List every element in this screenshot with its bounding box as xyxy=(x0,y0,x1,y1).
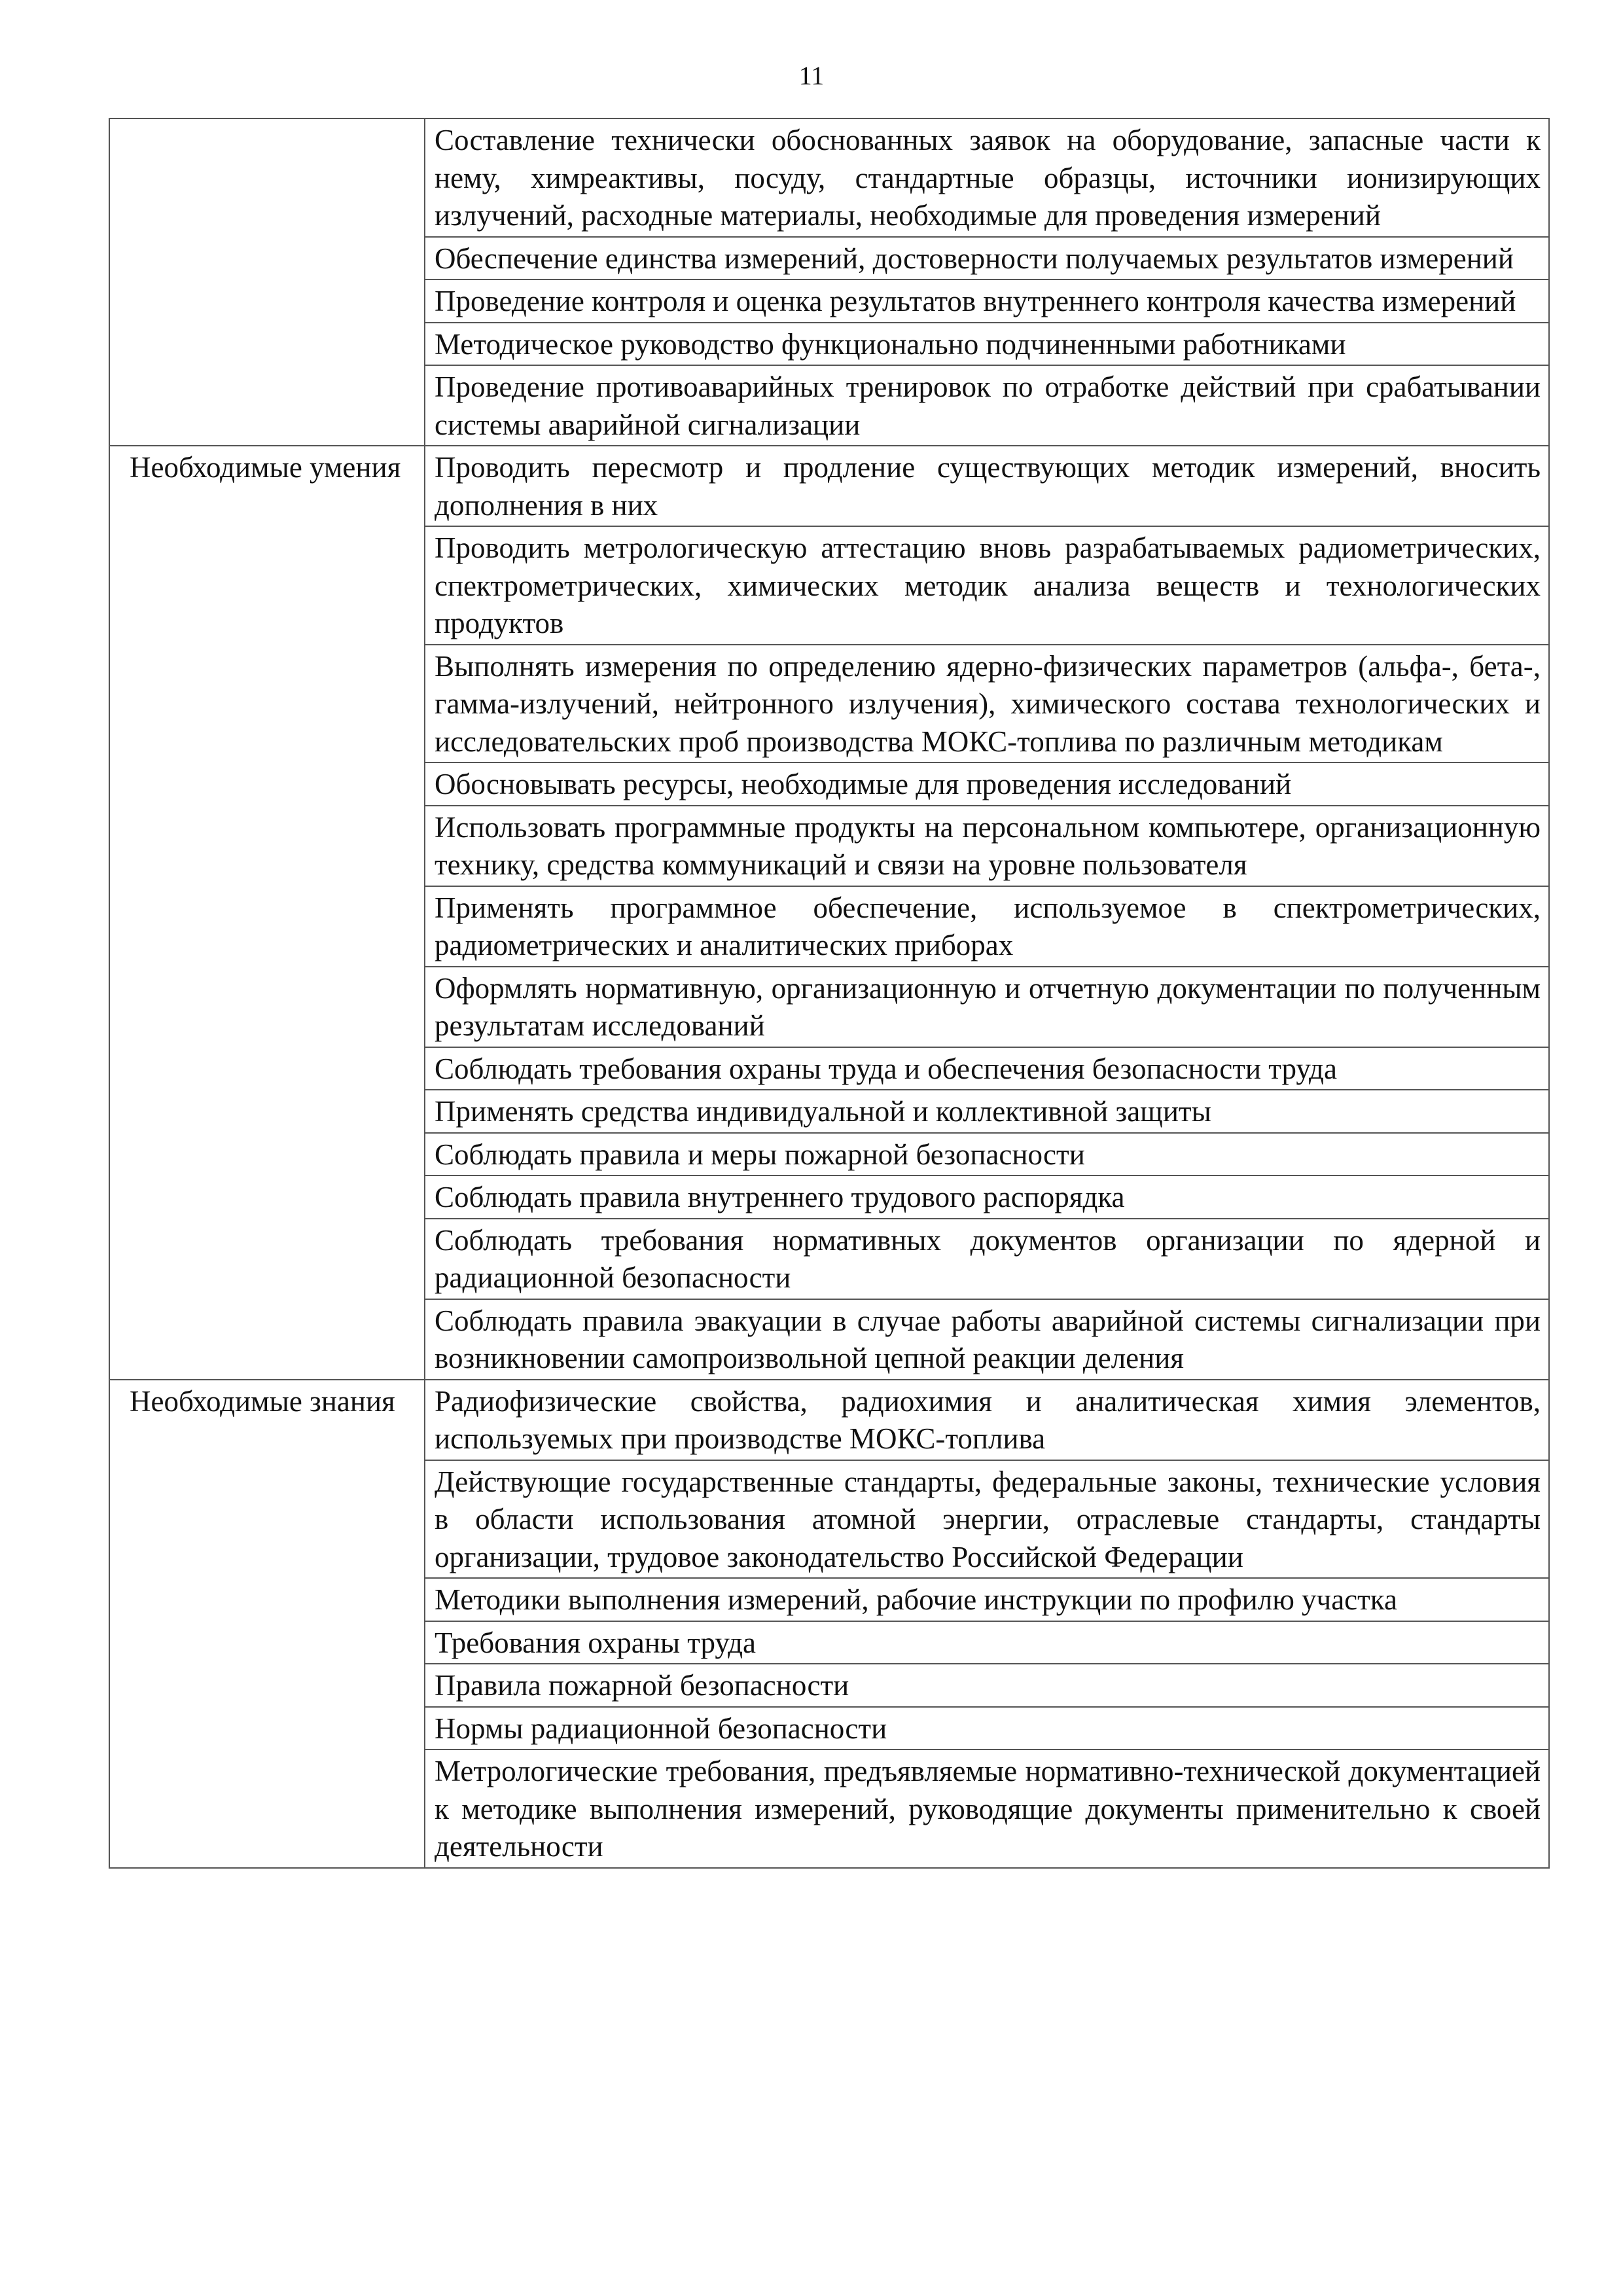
requirement-text: Проведение контроля и оценка результатов внутреннего контроля качества измерений xyxy=(435,285,1516,317)
requirement-text: Составление технически обоснованных заявок на оборудование, запасные части к нему, химреактивы, посуду, стандартные образцы, источники ионизирующих излучений, расходные материалы, необходимые для проведения измерений xyxy=(435,124,1541,232)
requirement-cell xyxy=(425,1090,1549,1133)
table-row xyxy=(109,446,1549,526)
requirement-cell xyxy=(425,365,1549,446)
requirement-text: Применять средства индивидуальной и коллективной защиты xyxy=(435,1095,1211,1128)
section-label-cell xyxy=(109,1380,425,1868)
requirement-text: Соблюдать требования охраны труда и обеспечения безопасности труда xyxy=(435,1052,1337,1085)
section-label-cell xyxy=(109,446,425,1380)
requirement-cell xyxy=(425,118,1549,237)
requirement-text: Выполнять измерения по определению ядерно-физических параметров (альфа-, бета-, гамма-излучений, нейтронного излучения), химического состава технологических и исследовательских проб производства МОКС-топлива по различным методикам xyxy=(435,649,1541,758)
requirement-cell xyxy=(425,323,1549,366)
requirement-cell xyxy=(425,1707,1549,1750)
requirement-cell xyxy=(425,1219,1549,1299)
requirement-text: Соблюдать правила эвакуации в случае работы аварийной системы сигнализации при возникновении самопроизвольной цепной реакции деления xyxy=(435,1304,1541,1374)
requirement-cell xyxy=(425,1460,1549,1579)
table-row xyxy=(109,118,1549,237)
requirement-cell xyxy=(425,1664,1549,1707)
requirement-text: Применять программное обеспечение, используемое в спектрометрических, радиометрических и аналитических приборах xyxy=(435,891,1541,961)
requirement-cell xyxy=(425,526,1549,645)
requirement-text: Правила пожарной безопасности xyxy=(435,1669,849,1702)
requirement-text: Использовать программные продукты на персональном компьютере, организационную технику, средства коммуникаций и связи на уровне пользователя xyxy=(435,810,1541,881)
requirement-cell xyxy=(425,1749,1549,1868)
requirement-cell xyxy=(425,1299,1549,1380)
table-row xyxy=(109,1380,1549,1460)
requirement-cell xyxy=(425,1380,1549,1460)
requirement-text: Проводить метрологическую аттестацию вновь разрабатываемых радиометрических, спектрометрических, химических методик анализа веществ и технологических продуктов xyxy=(435,531,1541,639)
requirement-text: Соблюдать правила и меры пожарной безопасности xyxy=(435,1138,1085,1171)
requirement-cell xyxy=(425,645,1549,763)
requirement-cell xyxy=(425,1047,1549,1090)
requirement-text: Оформлять нормативную, организационную и отчетную документации по полученным результатам исследований xyxy=(435,971,1541,1042)
requirement-text: Методическое руководство функционально подчиненными работниками xyxy=(435,327,1346,361)
section-label: Необходимые знания xyxy=(130,1384,395,1418)
section-label: Необходимые умения xyxy=(130,451,401,484)
requirement-text: Радиофизические свойства, радиохимия и аналитическая химия элементов, используемых при производстве МОКС-топлива xyxy=(435,1384,1541,1455)
requirement-cell xyxy=(425,279,1549,323)
requirement-text: Проведение противоаварийных тренировок по отработке действий при срабатывании системы аварийной сигнализации xyxy=(435,370,1541,441)
requirement-text: Соблюдать требования нормативных документов организации по ядерной и радиационной безопасности xyxy=(435,1223,1541,1294)
requirement-text: Требования охраны труда xyxy=(435,1626,756,1659)
requirement-cell xyxy=(425,762,1549,806)
page-number: 11 xyxy=(798,61,825,90)
requirement-text: Действующие государственные стандарты, федеральные законы, технические условия в области использования атомной энергии, отраслевые стандарты, стандарты организации, трудовое законодательство Российской Федерации xyxy=(435,1465,1541,1573)
requirement-text: Методики выполнения измерений, рабочие инструкции по профилю участка xyxy=(435,1583,1397,1616)
requirement-text: Обеспечение единства измерений, достоверности получаемых результатов измерений xyxy=(435,242,1514,275)
requirement-cell xyxy=(425,1133,1549,1176)
requirement-text: Проводить пересмотр и продление существующих методик измерений, вносить дополнения в них xyxy=(435,451,1541,522)
requirement-cell xyxy=(425,806,1549,886)
requirement-text: Соблюдать правила внутреннего трудового распорядка xyxy=(435,1181,1125,1213)
requirement-cell xyxy=(425,886,1549,967)
requirement-text: Нормы радиационной безопасности xyxy=(435,1712,887,1745)
table-body xyxy=(109,118,1549,1868)
requirement-text: Метрологические требования, предъявляемые нормативно-технической документацией к методике выполнения измерений, руководящие документы применительно к своей деятельности xyxy=(435,1755,1541,1863)
requirement-cell xyxy=(425,967,1549,1047)
requirement-cell xyxy=(425,1578,1549,1621)
requirement-text: Обосновывать ресурсы, необходимые для проведения исследований xyxy=(435,768,1292,800)
requirement-cell xyxy=(425,1175,1549,1219)
competency-table xyxy=(109,118,1550,1869)
requirement-cell xyxy=(425,446,1549,526)
requirement-cell xyxy=(425,237,1549,280)
requirement-cell xyxy=(425,1621,1549,1664)
section-label-cell xyxy=(109,118,425,446)
